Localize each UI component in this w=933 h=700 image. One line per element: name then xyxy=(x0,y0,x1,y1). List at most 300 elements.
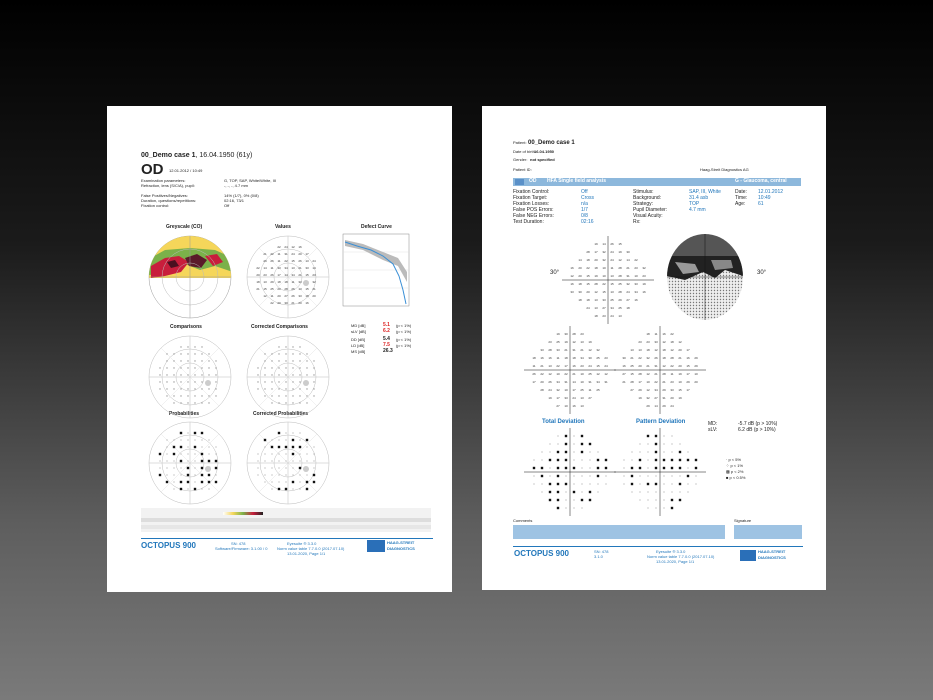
svg-text:14: 14 xyxy=(572,380,576,384)
svg-text:11: 11 xyxy=(270,266,274,270)
svg-text:32: 32 xyxy=(596,348,600,352)
svg-text:12: 12 xyxy=(291,245,295,249)
svg-text:21: 21 xyxy=(540,364,544,368)
svg-text:12: 12 xyxy=(662,340,666,344)
svg-text:13: 13 xyxy=(610,274,614,278)
svg-text:23: 23 xyxy=(580,364,584,368)
hfa-brand-sub: DIAGNOSTICS xyxy=(758,555,786,560)
svg-text:11: 11 xyxy=(556,356,560,360)
svg-text:25: 25 xyxy=(596,388,600,392)
svg-text:31: 31 xyxy=(604,380,608,384)
svg-text:33: 33 xyxy=(670,388,674,392)
svg-text:22: 22 xyxy=(670,332,674,336)
svg-text:20: 20 xyxy=(678,348,682,352)
svg-text:13: 13 xyxy=(298,287,302,291)
svg-text:34: 34 xyxy=(580,356,584,360)
brand-sub: DIAGNOSTICS xyxy=(387,546,415,551)
svg-text:20: 20 xyxy=(256,273,260,277)
svg-text:28: 28 xyxy=(618,274,622,278)
comparisons-title: Comparisons xyxy=(170,324,202,330)
svg-text:27: 27 xyxy=(626,298,630,302)
comments-label: Comments xyxy=(513,518,533,523)
svg-text:25: 25 xyxy=(630,364,634,368)
brand-name: HAAG-STREIT xyxy=(387,540,415,545)
svg-text:15: 15 xyxy=(305,287,309,291)
svg-text:16: 16 xyxy=(686,356,690,360)
svg-text:10: 10 xyxy=(564,404,568,408)
svg-text:27: 27 xyxy=(588,396,592,400)
svg-text:15: 15 xyxy=(610,282,614,286)
svg-text:19: 19 xyxy=(556,332,560,336)
footer-rule xyxy=(141,538,433,539)
svg-text:11: 11 xyxy=(610,266,614,270)
svg-text:12: 12 xyxy=(572,340,576,344)
svg-text:16: 16 xyxy=(298,245,302,249)
svg-text:18: 18 xyxy=(662,348,666,352)
svg-text:29: 29 xyxy=(618,298,622,302)
svg-text:28: 28 xyxy=(618,266,622,270)
hfa-report-page: Patient: 00_Demo case 1 Date of birth: 16.04.1950 Gender: not specified Patient ID: Haag-Streit Diagnostics AG OD HFA Single field analysis G - Glaucoma, central Fixation Control: Off Fixation Target: Cross Fixation Losses: n/a False POS Errors: 1/7 False NEG Errors: 0/8 Test Duration: 02:16 Stimulus: SAP, III, White Background: 31.4 asb Strategy: TOP Pupil Diameter: 4.7 mm Visual Acuity: Rx: Date: 12.01.2012 Time: 10:49 Age: 61 19 14 26 15 28 17 32 24 19 30 14 18 20 32 24 12 14 22 16 20 22 18 10 11 28 21 23 32 12 20 15 19 10 13 28 31 10 23 16 18 15 28 22 15 25 32 33 19 33 30 20 12 15 13 28 24 34 16 18 18 13 33 25 29 27 16 24 13 27 34 25 18 18 23 24 13 30° 30° 19 30 28 23 23 25 19 12 13 19 33 28 33 21 31 21 12 32 18 16 16 11 18 18 34 30 25 23 11 21 13 22 17 16 23 24 15 24 26 22 12 10 22 21 10 25 12 12 17 20 26 34 31 14 10 31 34 31 28 24 32 10 17 25 11 25 19 17 33 24 13 27 27 10 16 13 18 11 16 22 23 23 33 12 18 12 13 13 18 12 18 12 20 17 30 21 22 32 26 18 28 21 16 29 16 25 20 21 31 12 22 20 15 29 27 15 28 12 21 28 11 19 17 10 21 28 17 10 22 21 23 10 29 20 27 29 12 34 29 33 15 17 19 32 27 31 20 19 29 14 29 24 Total Deviation Pattern Deviation MD: -5.7 dB (p > 10%) sLV: 6.2 dB (p > 10%) · p < 5% ⁘ p < 1% ▩ p < 2% ■ p < 0.5% Comments Signature OCTOPUS 900 SN: 478 3.1.0 Eyesuite ® 3.3.0 Norm value table 7.7.0.0 (2017.07.10) 13.01.2020, Page 1/1 HAAG-STREIT DIAGNOSTICS xyxy=(482,106,826,590)
svg-text:16: 16 xyxy=(305,301,309,305)
svg-text:29: 29 xyxy=(270,280,274,284)
svg-text:32: 32 xyxy=(642,266,646,270)
svg-text:23: 23 xyxy=(642,274,646,278)
svg-text:16: 16 xyxy=(570,282,574,286)
svg-text:33: 33 xyxy=(634,282,638,286)
svg-text:12: 12 xyxy=(604,372,608,376)
hfa-footer-serial: SN: 478 xyxy=(594,549,609,554)
svg-text:28: 28 xyxy=(630,380,634,384)
patient-name: 00_Demo case 1 xyxy=(528,140,575,146)
svg-text:15: 15 xyxy=(291,259,295,263)
svg-text:10: 10 xyxy=(564,388,568,392)
svg-text:14: 14 xyxy=(626,258,630,262)
svg-text:15: 15 xyxy=(686,364,690,368)
svg-text:23: 23 xyxy=(604,356,608,360)
svg-text:29: 29 xyxy=(646,404,650,408)
svg-text:11: 11 xyxy=(670,372,674,376)
svg-text:16: 16 xyxy=(662,332,666,336)
svg-text:20: 20 xyxy=(540,380,544,384)
svg-text:16: 16 xyxy=(572,364,576,368)
svg-text:23: 23 xyxy=(312,273,316,277)
svg-text:33: 33 xyxy=(602,298,606,302)
svg-text:14: 14 xyxy=(284,273,288,277)
svg-text:21: 21 xyxy=(662,380,666,384)
svg-text:24: 24 xyxy=(670,404,674,408)
svg-text:25: 25 xyxy=(588,372,592,376)
svg-text:18: 18 xyxy=(284,280,288,284)
svg-text:19: 19 xyxy=(678,396,682,400)
exam-date: 12.01.2012 / 10:49 xyxy=(169,168,203,173)
svg-text:31: 31 xyxy=(654,364,658,368)
probabilities-field xyxy=(145,418,235,508)
svg-text:27: 27 xyxy=(630,388,634,392)
svg-text:20: 20 xyxy=(694,380,698,384)
svg-text:18: 18 xyxy=(578,282,582,286)
corrected-probabilities-title: Corrected Probabilities xyxy=(253,411,309,417)
footer-software: Software/Firmware: 3.1.00 / 0 xyxy=(215,546,268,551)
svg-text:19: 19 xyxy=(678,372,682,376)
svg-text:18: 18 xyxy=(594,266,598,270)
corrected-comparisons-field xyxy=(243,332,333,422)
svg-text:22: 22 xyxy=(586,266,590,270)
svg-text:28: 28 xyxy=(670,356,674,360)
svg-text:18: 18 xyxy=(305,294,309,298)
svg-text:19: 19 xyxy=(594,242,598,246)
svg-text:23: 23 xyxy=(670,380,674,384)
svg-text:20: 20 xyxy=(312,294,316,298)
svg-text:27: 27 xyxy=(556,404,560,408)
patient-label: Patient: xyxy=(513,140,527,145)
svg-text:33: 33 xyxy=(305,266,309,270)
svg-text:13: 13 xyxy=(630,348,634,352)
svg-text:15: 15 xyxy=(618,242,622,246)
svg-text:18: 18 xyxy=(277,280,281,284)
svg-text:24: 24 xyxy=(626,290,630,294)
total-deviation-title: Total Deviation xyxy=(542,419,585,425)
svg-text:13: 13 xyxy=(618,314,622,318)
svg-text:20: 20 xyxy=(638,364,642,368)
svg-text:16: 16 xyxy=(540,356,544,360)
svg-text:19: 19 xyxy=(594,274,598,278)
svg-text:20: 20 xyxy=(277,301,281,305)
hfa-footer-norm: Norm value table 7.7.0.0 (2017.07.10) xyxy=(647,554,715,559)
svg-text:14: 14 xyxy=(578,258,582,262)
svg-text:22: 22 xyxy=(564,372,568,376)
svg-text:25: 25 xyxy=(596,356,600,360)
svg-text:10: 10 xyxy=(634,274,638,278)
svg-text:12: 12 xyxy=(263,294,267,298)
svg-text:12: 12 xyxy=(670,348,674,352)
signature-label: Signature xyxy=(734,518,752,523)
svg-text:21: 21 xyxy=(654,372,658,376)
probabilities-title: Probabilities xyxy=(169,411,200,417)
svg-text:12: 12 xyxy=(588,348,592,352)
svg-text:13: 13 xyxy=(594,298,598,302)
gender-label: Gender: xyxy=(513,157,528,162)
svg-text:26: 26 xyxy=(270,273,274,277)
svg-text:29: 29 xyxy=(694,356,698,360)
svg-text:21: 21 xyxy=(646,364,650,368)
greyscale-title: Greyscale (CO) xyxy=(166,224,203,230)
signature-box xyxy=(734,525,802,539)
footer-norm: Norm value table 7.7.0.0 (2017.07.10) xyxy=(277,546,345,551)
svg-text:13: 13 xyxy=(610,290,614,294)
svg-text:22: 22 xyxy=(270,252,274,256)
svg-text:33: 33 xyxy=(654,340,658,344)
svg-text:12: 12 xyxy=(596,372,600,376)
svg-text:15: 15 xyxy=(630,372,634,376)
svg-text:13: 13 xyxy=(594,306,598,310)
svg-text:31: 31 xyxy=(572,348,576,352)
svg-text:28: 28 xyxy=(618,290,622,294)
svg-text:31: 31 xyxy=(626,274,630,278)
pattern-deviation-values xyxy=(612,324,708,416)
svg-text:15: 15 xyxy=(305,273,309,277)
svg-text:32: 32 xyxy=(602,250,606,254)
svg-text:33: 33 xyxy=(298,294,302,298)
hfa-footer-page: 13.01.2020, Page 1/1 xyxy=(656,559,695,564)
svg-text:24: 24 xyxy=(610,250,614,254)
svg-text:17: 17 xyxy=(305,252,309,256)
pattern-deviation-title: Pattern Deviation xyxy=(636,419,686,425)
hfa-octopus-logo: OCTOPUS 900 xyxy=(514,549,569,558)
svg-text:10: 10 xyxy=(602,274,606,278)
svg-text:26: 26 xyxy=(291,287,295,291)
svg-text:23: 23 xyxy=(548,340,552,344)
svg-text:22: 22 xyxy=(670,364,674,368)
svg-text:33: 33 xyxy=(564,396,568,400)
institution: Haag-Streit Diagnostics AG xyxy=(700,167,749,172)
footer-eyesuite: Eyesuite ® 3.3.0 xyxy=(287,541,317,546)
svg-text:31: 31 xyxy=(662,396,666,400)
svg-text:23: 23 xyxy=(646,340,650,344)
hs-logo-icon xyxy=(367,540,385,552)
svg-text:21: 21 xyxy=(291,301,295,305)
svg-text:18: 18 xyxy=(256,280,260,284)
svg-text:22: 22 xyxy=(654,380,658,384)
svg-text:16: 16 xyxy=(622,364,626,368)
svg-text:13: 13 xyxy=(305,259,309,263)
svg-text:18: 18 xyxy=(626,306,630,310)
svg-text:24: 24 xyxy=(610,314,614,318)
svg-text:25: 25 xyxy=(618,282,622,286)
svg-text:12: 12 xyxy=(646,372,650,376)
svg-text:25: 25 xyxy=(580,388,584,392)
pattern-deviation-probability xyxy=(612,426,708,518)
svg-text:24: 24 xyxy=(572,396,576,400)
svg-text:22: 22 xyxy=(270,301,274,305)
svg-text:26: 26 xyxy=(291,294,295,298)
svg-text:22: 22 xyxy=(284,259,288,263)
svg-text:16: 16 xyxy=(548,356,552,360)
svg-text:26: 26 xyxy=(298,259,302,263)
svg-text:28: 28 xyxy=(540,388,544,392)
hfa-footer-rule xyxy=(513,546,803,547)
svg-text:20: 20 xyxy=(298,252,302,256)
svg-text:21: 21 xyxy=(630,356,634,360)
svg-text:13: 13 xyxy=(548,364,552,368)
hfa-footer-eyesuite: Eyesuite ® 3.3.0 xyxy=(656,549,686,554)
svg-text:34: 34 xyxy=(284,266,288,270)
svg-text:11: 11 xyxy=(277,252,281,256)
svg-text:18: 18 xyxy=(646,332,650,336)
svg-text:29: 29 xyxy=(638,388,642,392)
svg-text:10: 10 xyxy=(694,372,698,376)
svg-text:20: 20 xyxy=(578,274,582,278)
svg-text:32: 32 xyxy=(646,356,650,360)
svg-text:11: 11 xyxy=(588,388,592,392)
values-field xyxy=(243,232,333,322)
svg-text:32: 32 xyxy=(556,388,560,392)
svg-text:26: 26 xyxy=(610,242,614,246)
svg-text:10: 10 xyxy=(580,372,584,376)
svg-text:28: 28 xyxy=(548,348,552,352)
svg-text:18: 18 xyxy=(646,348,650,352)
svg-text:19: 19 xyxy=(638,396,642,400)
svg-text:21: 21 xyxy=(298,273,302,277)
svg-text:21: 21 xyxy=(312,287,316,291)
svg-text:23: 23 xyxy=(580,332,584,336)
svg-text:16: 16 xyxy=(572,404,576,408)
svg-text:28: 28 xyxy=(284,287,288,291)
svg-text:29: 29 xyxy=(662,388,666,392)
svg-text:17: 17 xyxy=(556,396,560,400)
svg-text:13: 13 xyxy=(580,404,584,408)
svg-text:28: 28 xyxy=(662,372,666,376)
svg-text:22: 22 xyxy=(638,356,642,360)
svg-text:18: 18 xyxy=(594,314,598,318)
svg-text:33: 33 xyxy=(556,348,560,352)
svg-text:21: 21 xyxy=(564,348,568,352)
svg-text:27: 27 xyxy=(284,294,288,298)
svg-text:32: 32 xyxy=(312,280,316,284)
svg-text:12: 12 xyxy=(570,274,574,278)
svg-text:27: 27 xyxy=(622,372,626,376)
svg-text:29: 29 xyxy=(694,364,698,368)
svg-text:20: 20 xyxy=(277,287,281,291)
svg-text:18: 18 xyxy=(586,258,590,262)
svg-text:16: 16 xyxy=(642,290,646,294)
footer-serial: SN: 478 xyxy=(231,541,246,546)
defect-curve-chart xyxy=(343,234,409,306)
hfa-brand-name: HAAG-STREIT xyxy=(758,549,786,554)
svg-text:20: 20 xyxy=(678,364,682,368)
hfa-hs-logo-icon xyxy=(740,550,756,561)
svg-text:10: 10 xyxy=(556,372,560,376)
svg-text:18: 18 xyxy=(572,356,576,360)
svg-text:29: 29 xyxy=(662,404,666,408)
svg-text:13: 13 xyxy=(291,266,295,270)
svg-text:24: 24 xyxy=(604,364,608,368)
svg-text:12: 12 xyxy=(618,258,622,262)
svg-text:14: 14 xyxy=(263,266,267,270)
svg-text:23: 23 xyxy=(638,340,642,344)
defect-curve-title: Defect Curve xyxy=(361,224,392,230)
svg-text:30: 30 xyxy=(578,290,582,294)
svg-text:18: 18 xyxy=(564,356,568,360)
svg-text:20: 20 xyxy=(594,258,598,262)
svg-text:21: 21 xyxy=(298,266,302,270)
hfa-footer-version: 3.1.0 xyxy=(594,554,603,559)
svg-text:21: 21 xyxy=(580,348,584,352)
hfa-greyscale-field xyxy=(665,232,745,322)
svg-text:15: 15 xyxy=(602,290,606,294)
svg-text:10: 10 xyxy=(646,380,650,384)
svg-text:15: 15 xyxy=(263,287,267,291)
svg-text:18: 18 xyxy=(578,298,582,302)
svg-text:28: 28 xyxy=(638,372,642,376)
svg-text:18: 18 xyxy=(586,298,590,302)
octopus-logo: OCTOPUS 900 xyxy=(141,541,196,550)
svg-text:24: 24 xyxy=(610,258,614,262)
svg-text:12: 12 xyxy=(678,340,682,344)
svg-text:25: 25 xyxy=(610,298,614,302)
svg-text:24: 24 xyxy=(284,245,288,249)
svg-text:11: 11 xyxy=(654,332,658,336)
svg-text:30: 30 xyxy=(284,301,288,305)
svg-text:12: 12 xyxy=(548,372,552,376)
svg-text:11: 11 xyxy=(270,294,274,298)
svg-text:17: 17 xyxy=(686,348,690,352)
svg-text:20: 20 xyxy=(586,290,590,294)
eye-label: OD xyxy=(141,161,164,178)
svg-text:20: 20 xyxy=(578,266,582,270)
svg-text:25: 25 xyxy=(618,306,622,310)
svg-text:24: 24 xyxy=(312,259,316,263)
svg-text:10: 10 xyxy=(602,266,606,270)
footer-page: 13.01.2020, Page 1/1 xyxy=(287,551,326,556)
octopus-report-page: 00_Demo case 1, 16.04.1950 (61y) OD 12.01.2012 / 10:49 Examination parameters: G, TOP, SAP, White/White, III Refraction, lens (S/C/A), pupil: -, -, -, 4.7 mm False Positives/Negatives: 14% (1/7), 0% (0/8) Duration, questions/repetitions: 02:16, 73/1 Fixation control: Off Greyscale (CO) Values Defect Curve Comparisons Corrected Comparisons Probabilities Corrected Probabilities 22 24 12 16 21 22 11 31 24 20 17 29 26 11 22 15 26 13 24 22 14 11 33 34 13 21 33 14 20 23 26 17 14 34 21 15 23 18 13 29 18 18 11 33 32 21 15 25 20 28 26 13 15 21 12 11 20 27 26 33 18 20 22 20 30 21 20 16 MD [dB] 5.1 (p < 1%) sLV [dB] 6.2 (p < 1%) DD [dB] 5.4 (p < 1%) LD [dB] 7.5 (p < 1%) MS [dB] 26.3 OCTOPUS 900 SN: 478 Software/Firmware: 3.1.00 / 0 Eyesuite ® 3.3.0 Norm value table 7.7.0.0 (2017.07.10) 13.01.2020, Page 1/1 HAAG-STREIT DIAGNOSTICS xyxy=(107,106,452,592)
svg-text:10: 10 xyxy=(678,380,682,384)
svg-text:22: 22 xyxy=(256,266,260,270)
dob-label: Date of birth: xyxy=(513,149,536,154)
svg-text:28: 28 xyxy=(586,250,590,254)
svg-text:30: 30 xyxy=(626,250,630,254)
svg-text:33: 33 xyxy=(570,290,574,294)
svg-text:23: 23 xyxy=(602,314,606,318)
svg-text:12: 12 xyxy=(662,364,666,368)
svg-text:24: 24 xyxy=(586,306,590,310)
svg-text:19: 19 xyxy=(548,396,552,400)
svg-text:33: 33 xyxy=(277,266,281,270)
svg-text:30: 30 xyxy=(622,356,626,360)
svg-text:24: 24 xyxy=(291,252,295,256)
svg-text:34: 34 xyxy=(610,306,614,310)
svg-text:14: 14 xyxy=(602,242,606,246)
svg-text:14: 14 xyxy=(654,404,658,408)
svg-text:17: 17 xyxy=(594,250,598,254)
angle-label-left: 30° xyxy=(550,270,560,276)
svg-text:20: 20 xyxy=(298,301,302,305)
svg-text:30: 30 xyxy=(588,356,592,360)
svg-text:21: 21 xyxy=(263,252,267,256)
svg-text:28: 28 xyxy=(594,282,598,286)
angle-label-right: 30° xyxy=(757,270,767,276)
svg-text:31: 31 xyxy=(284,252,288,256)
svg-text:19: 19 xyxy=(642,282,646,286)
svg-text:15: 15 xyxy=(586,274,590,278)
corrected-probabilities-field xyxy=(243,418,333,508)
svg-text:21: 21 xyxy=(626,266,630,270)
svg-text:18: 18 xyxy=(670,340,674,344)
svg-text:17: 17 xyxy=(572,388,576,392)
svg-text:11: 11 xyxy=(532,364,536,368)
svg-text:19: 19 xyxy=(618,250,622,254)
svg-text:22: 22 xyxy=(634,258,638,262)
svg-text:27: 27 xyxy=(602,306,606,310)
svg-text:17: 17 xyxy=(277,273,281,277)
svg-text:13: 13 xyxy=(638,348,642,352)
svg-text:13: 13 xyxy=(263,280,267,284)
svg-text:34: 34 xyxy=(596,380,600,384)
total-deviation-probability xyxy=(522,426,618,518)
svg-text:31: 31 xyxy=(588,380,592,384)
dob-value: 16.04.1950 xyxy=(534,149,555,154)
svg-text:25: 25 xyxy=(556,340,560,344)
svg-text:12: 12 xyxy=(646,388,650,392)
svg-text:21: 21 xyxy=(572,372,576,376)
total-deviation-values xyxy=(522,324,618,416)
svg-text:29: 29 xyxy=(263,259,267,263)
svg-text:21: 21 xyxy=(622,380,626,384)
svg-text:23: 23 xyxy=(263,273,267,277)
svg-text:26: 26 xyxy=(654,356,658,360)
svg-text:22: 22 xyxy=(602,282,606,286)
svg-text:17: 17 xyxy=(532,380,536,384)
svg-text:22: 22 xyxy=(556,364,560,368)
